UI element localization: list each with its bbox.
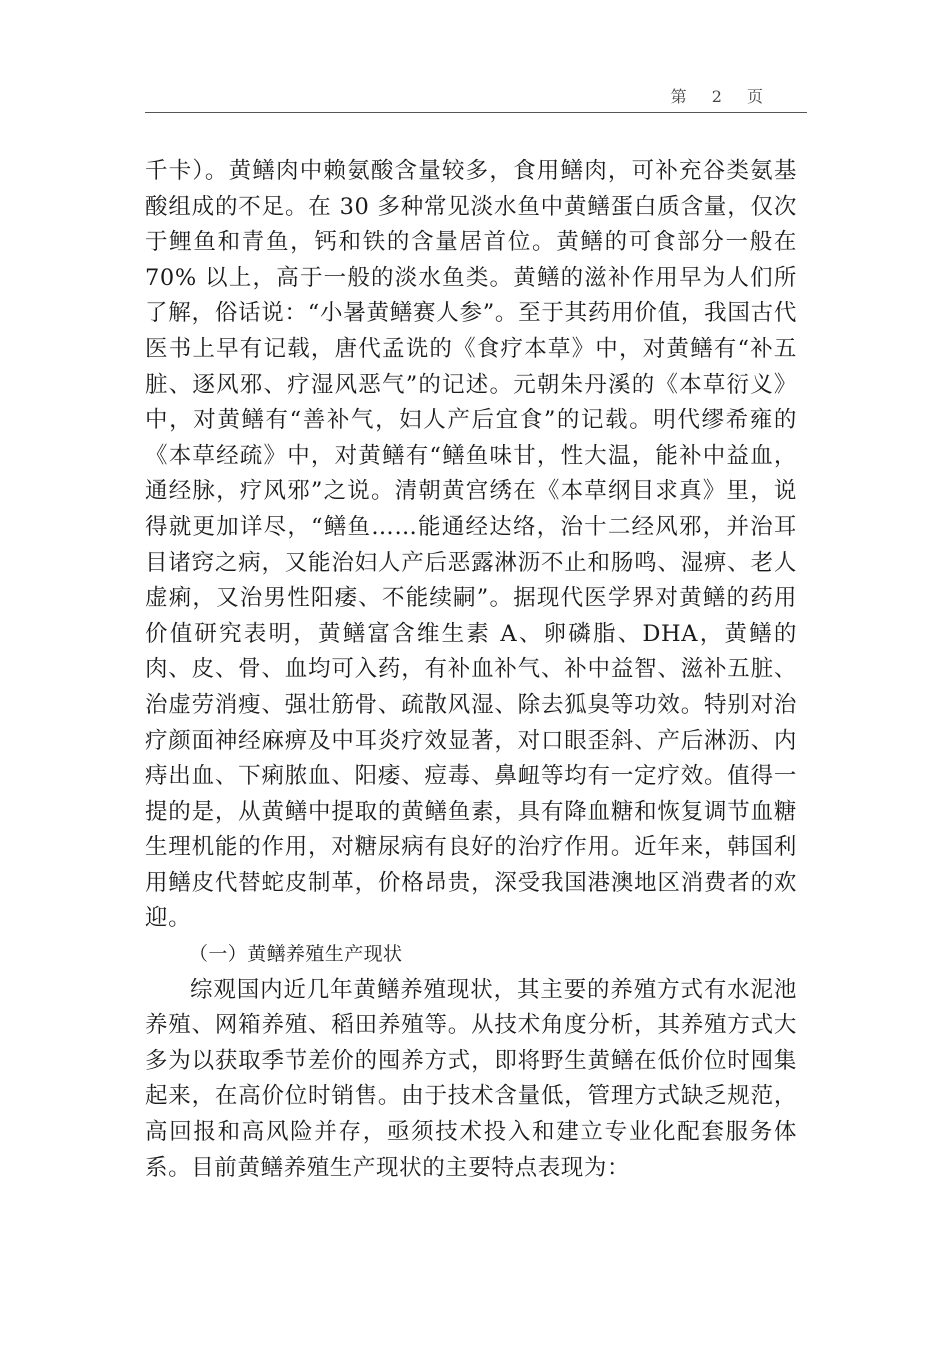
paragraph-nutrition-medicinal-value: 千卡）。黄鳝肉中赖氨酸含量较多，食用鳝肉，可补充谷类氨基酸组成的不足。在 30 多种常见淡水鱼中黄鳝蛋白质含量，仅次于鲤鱼和青鱼，钙和铁的含量居首位。黄鳝的可食部分一般在 70% 以上，高于一般的淡水鱼类。黄鳝的滋补作用早为人们所了解，俗话说：“小暑黄鳝赛人参”。至于其药用价值，我国古代医书上早有记载，唐代孟诜的《食疗本草》中，对黄鳝有“补五脏、逐风邪、疗湿风恶气”的记述。元朝朱丹溪的《本草衍义》中，对黄鳝有“善补气，妇人产后宜食”的记载。明代缪希雍的《本草经疏》中，对黄鳝有“鳝鱼味甘，性大温，能补中益血，通经脉，疗风邪”之说。清朝黄宫绣在《本草纲目求真》里，说得就更加详尽，“鳝鱼……能通经达络，治十二经风邪，并治耳目诸窍之病，又能治妇人产后恶露淋沥不止和肠鸣、湿痹、老人虚痢，又治男性阳痿、不能续嗣”。据现代医学界对黄鳝的药用价值研究表明，黄鳝富含维生素 A、卵磷脂、DHA，黄鳝的肉、皮、骨、血均可入药，有补血补气、补中益智、滋补五脏、治虚劳消瘦、强壮筋骨、疏散风湿、除去狐臭等功效。特别对治疗颜面神经麻痹及中耳炎疗效显著，对口眼歪斜、产后淋沥、内痔出血、下痢脓血、阳痿、痘毒、鼻衄等均有一定疗效。值得一提的是，从黄鳝中提取的黄鳝鱼素，具有降血糖和恢复调节血糖生理机能的作用，对糖尿病有良好的治疗作用。近年来，韩国利用鳝皮代替蛇皮制革，价格昂贵，深受我国港澳地区消费者的欢迎。 (145, 158, 797, 932)
body-text (145, 154, 797, 1186)
section-heading: （一）黄鳝养殖生产现状 (189, 943, 403, 966)
page-number: 第 2 页 (670, 87, 773, 106)
paragraph-farming-status: 综观国内近几年黄鳝养殖现状，其主要的养殖方式有水泥池养殖、网箱养殖、稻田养殖等。从技术角度分析，其养殖方式大多为以获取季节差价的囤养方式，即将野生黄鳝在低价位时囤集起来，在高价位时销售。由于技术含量低，管理方式缺乏规范，高回报和高风险并存，亟须技术投入和建立专业化配套服务体系。目前黄鳝养殖生产现状的主要特点表现为： (145, 976, 797, 1181)
page-header (145, 78, 807, 113)
